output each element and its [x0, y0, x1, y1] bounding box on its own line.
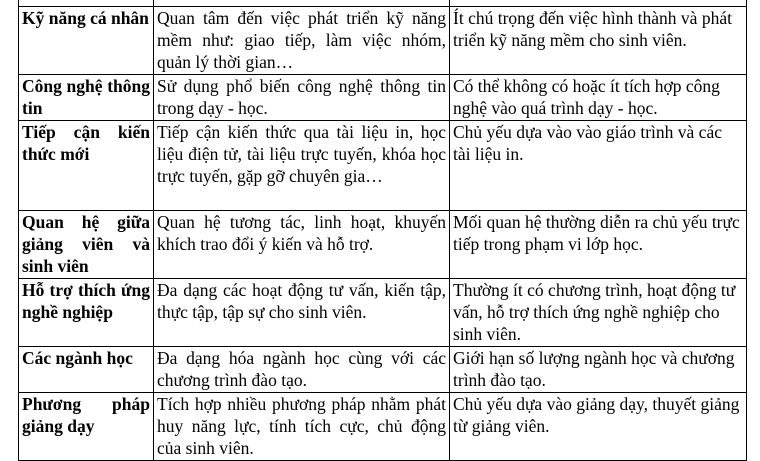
row-criterion: Tiếp cận kiến thức mới	[19, 121, 154, 211]
row-col-a: Tích hợp nhiều phương pháp nhằm phát huy năng lực, tính tích cực, chủ động của sinh viên.	[154, 393, 450, 461]
row-col-b: Ít chú trọng đến việc hình thành và phát triển kỹ năng mềm cho sinh viên.	[450, 7, 747, 75]
row-criterion: Hỗ trợ thích ứng nghề nghiệp	[19, 279, 154, 347]
row-col-a: Quan hệ tương tác, linh hoạt, khuyến khích trao đổi ý kiến và hỗ trợ.	[154, 211, 450, 279]
row-col-b: Chủ yếu dựa vào giảng dạy, thuyết giảng từ giảng viên.	[450, 393, 747, 461]
row-col-b: Mối quan hệ thường diễn ra chủ yếu trực tiếp trong phạm vi lớp học.	[450, 211, 747, 279]
table-row	[19, 393, 747, 461]
row-col-b: Thường ít có chương trình, hoạt động tư vấn, hỗ trợ thích ứng nghề nghiệp cho sinh viên.	[450, 279, 747, 347]
row-criterion: Công nghệ thông tin	[19, 75, 154, 121]
row-col-a: Tiếp cận kiến thức qua tài liệu in, học liệu điện tử, tài liệu trực tuyến, khóa học trực tuyến, gặp gỡ chuyên gia…	[154, 121, 450, 211]
table-row	[19, 347, 747, 393]
row-criterion: Các ngành học	[19, 347, 154, 393]
row-col-b: Chủ yếu dựa vào vào giáo trình và các tài liệu in.	[450, 121, 747, 211]
table-row	[19, 75, 747, 121]
row-criterion: Quan hệ giữa giảng viên và sinh viên	[19, 211, 154, 279]
table-row	[19, 7, 747, 75]
row-col-a: Đa dạng hóa ngành học cùng với các chương trình đào tạo.	[154, 347, 450, 393]
table-row	[19, 279, 747, 347]
table-row	[19, 211, 747, 279]
row-criterion: Kỹ năng cá nhân	[19, 7, 154, 75]
row-col-b: Giới hạn số lượng ngành học và chương trình đào tạo.	[450, 347, 747, 393]
row-col-b: Có thể không có hoặc ít tích hợp công nghệ vào quá trình dạy - học.	[450, 75, 747, 121]
row-col-a: Quan tâm đến việc phát triển kỹ năng mềm như: giao tiếp, làm việc nhóm, quản lý thời gian…	[154, 7, 450, 75]
table-row	[19, 121, 747, 211]
row-col-a: Đa dạng các hoạt động tư vấn, kiến tập, thực tập, tập sự cho sinh viên.	[154, 279, 450, 347]
row-col-a: Sử dụng phổ biến công nghệ thông tin trong dạy - học.	[154, 75, 450, 121]
comparison-table	[18, 0, 747, 461]
row-criterion: Phương pháp giảng dạy	[19, 393, 154, 461]
